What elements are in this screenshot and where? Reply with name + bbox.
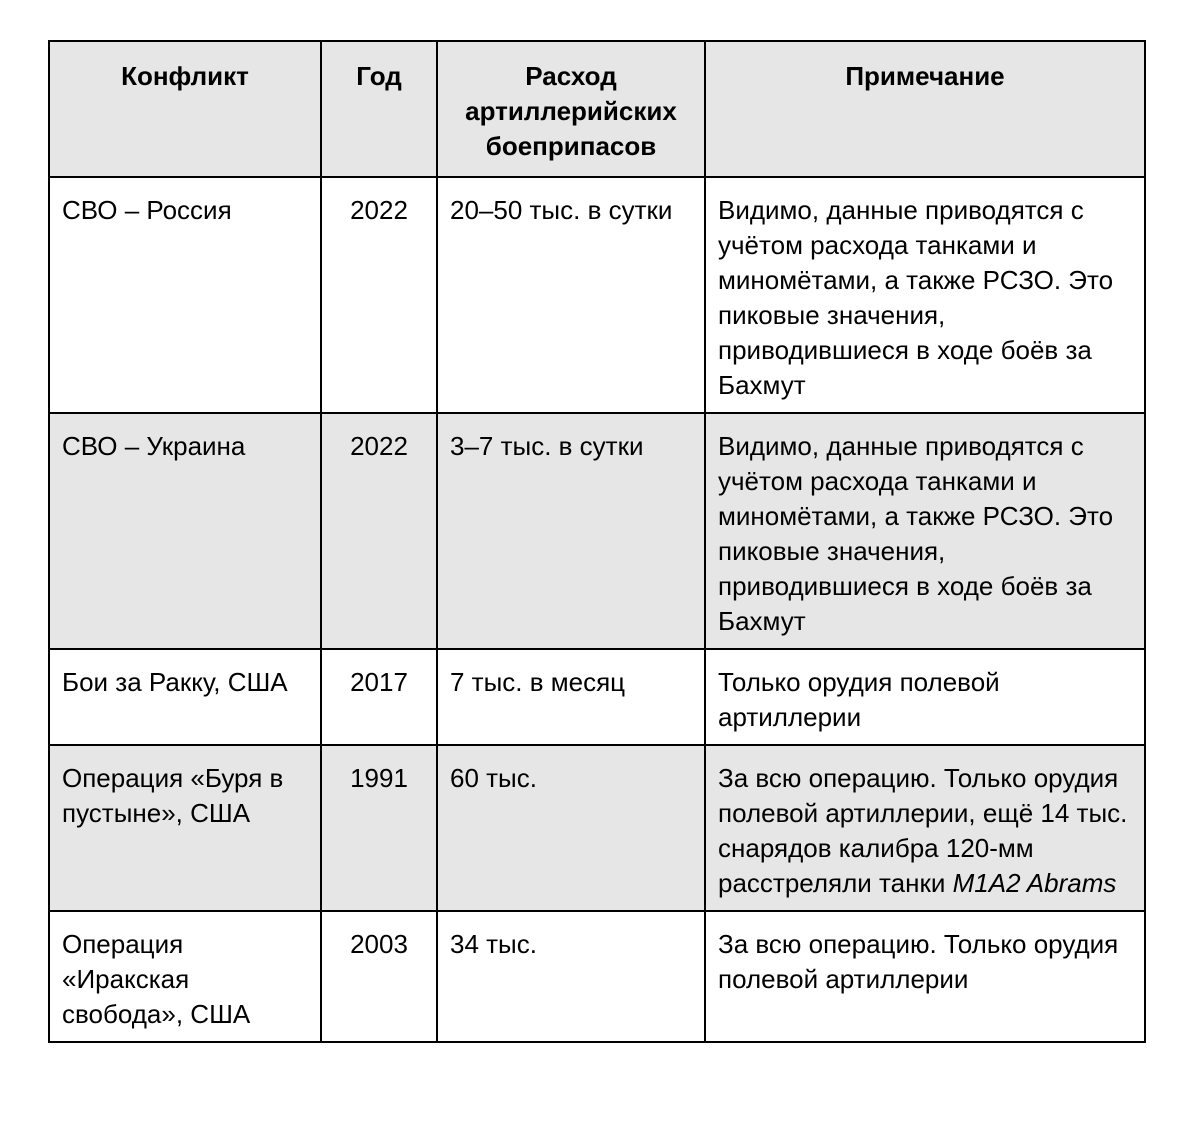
note-text: Видимо, данные приводятся с учётом расхода танками и миномётами, а также РСЗО. Это пиковые значения, приводившиеся в ходе боёв за Бахмут <box>718 195 1114 400</box>
cell-conflict: Бои за Ракку, США <box>49 649 321 745</box>
header-conflict: Конфликт <box>49 41 321 177</box>
note-text: За всю операцию. Только орудия полевой артиллерии, ещё 14 тыс. снарядов калибра 120-мм расстреляли танки <box>718 763 1128 898</box>
cell-note <box>705 177 1145 413</box>
cell-consumption: 20–50 тыс. в сутки <box>437 177 705 413</box>
cell-consumption: 34 тыс. <box>437 911 705 1042</box>
table-row <box>49 649 1145 745</box>
cell-year: 2022 <box>321 413 437 649</box>
cell-consumption: 7 тыс. в месяц <box>437 649 705 745</box>
cell-conflict: СВО – Украина <box>49 413 321 649</box>
header-consumption: Расход артиллерийских боеприпасов <box>437 41 705 177</box>
cell-conflict: Операция «Иракская свобода», США <box>49 911 321 1042</box>
cell-note <box>705 649 1145 745</box>
cell-conflict: СВО – Россия <box>49 177 321 413</box>
cell-consumption: 3–7 тыс. в сутки <box>437 413 705 649</box>
cell-consumption: 60 тыс. <box>437 745 705 911</box>
table-row <box>49 911 1145 1042</box>
cell-note <box>705 413 1145 649</box>
cell-year: 2017 <box>321 649 437 745</box>
cell-note <box>705 745 1145 911</box>
note-italic-text: M1A2 Abrams <box>952 868 1117 898</box>
header-note: Примечание <box>705 41 1145 177</box>
header-row <box>49 41 1145 177</box>
table-row <box>49 413 1145 649</box>
cell-year: 2003 <box>321 911 437 1042</box>
cell-conflict: Операция «Буря в пустыне», США <box>49 745 321 911</box>
table-row <box>49 745 1145 911</box>
note-text: Только орудия полевой артиллерии <box>718 667 1000 732</box>
header-year: Год <box>321 41 437 177</box>
table-row <box>49 177 1145 413</box>
ammo-consumption-table <box>48 40 1146 1043</box>
note-text: За всю операцию. Только орудия полевой артиллерии <box>718 929 1119 994</box>
cell-note <box>705 911 1145 1042</box>
note-text: Видимо, данные приводятся с учётом расхода танками и миномётами, а также РСЗО. Это пиковые значения, приводившиеся в ходе боёв за Бахмут <box>718 431 1114 636</box>
cell-year: 2022 <box>321 177 437 413</box>
cell-year: 1991 <box>321 745 437 911</box>
